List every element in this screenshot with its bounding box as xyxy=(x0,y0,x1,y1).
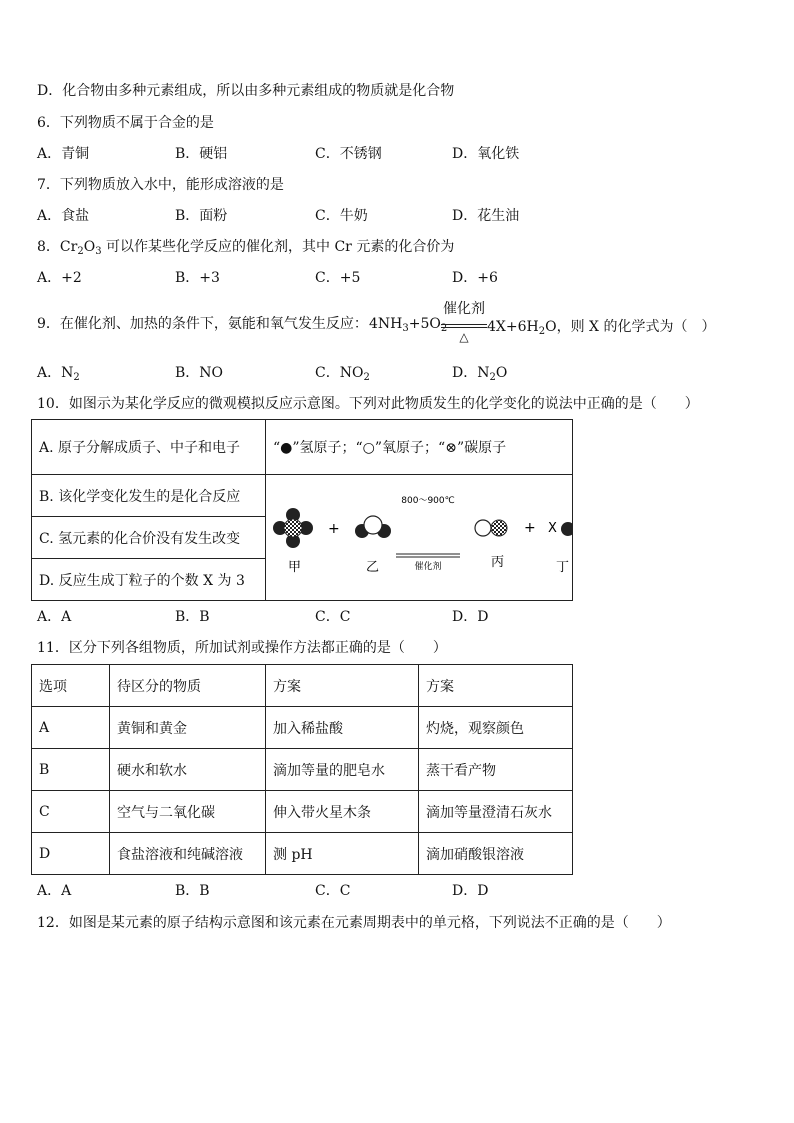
row-c-plan-2: 滴加等量澄清石灰水 xyxy=(419,791,573,833)
q10-row-c: C. 氢元素的化合价没有发生改变 xyxy=(32,517,266,559)
equation-reactants: $4NH_3+5O_2$ xyxy=(369,316,448,334)
q11-answer-a: A．A xyxy=(37,883,72,899)
row-d-plan-2: 滴加硝酸银溶液 xyxy=(419,833,573,875)
row-b-substances: 硬水和软水 xyxy=(110,749,266,791)
row-d-plan-1: 测 pH xyxy=(266,833,419,875)
q9-option-b: B．NO xyxy=(175,365,224,381)
row-c-plan-1: 伸入带火星木条 xyxy=(266,791,419,833)
table-row xyxy=(32,833,573,875)
row-b-plan-1: 滴加等量的肥皂水 xyxy=(266,749,419,791)
q10-row-b: B. 该化学变化发生的是化合反应 xyxy=(32,475,266,517)
carbon-monoxide-molecule xyxy=(475,520,507,536)
q8-option-a: A．+2 xyxy=(37,270,82,286)
q11-answer-d: D．D xyxy=(452,883,489,899)
hydrogen-molecule xyxy=(561,522,572,536)
row-b-plan-2: 蒸干看产物 xyxy=(419,749,573,791)
q6-option-d: D．氧化铁 xyxy=(452,146,520,162)
q11-answer-b: B．B xyxy=(175,883,210,899)
row-c-option: C xyxy=(32,791,110,833)
equals-bar-bottom xyxy=(441,327,487,328)
temperature-condition: 800～900℃ xyxy=(401,496,455,506)
q6-option-b: B．硬铝 xyxy=(175,146,228,162)
q10-table xyxy=(31,419,573,601)
q7-option-d: D．花生油 xyxy=(452,208,520,224)
option-d-compound: D．化合物由多种元素组成，所以由多种元素组成的物质就是化合物 xyxy=(37,83,455,99)
question-12-stem: 12．如图是某元素的原子结构示意图和该元素在元素周期表中的单元格，下列说法不正确的是（ ） xyxy=(37,915,671,931)
q11-answer-c: C．C xyxy=(315,883,351,899)
q8-option-d: D．+6 xyxy=(452,270,498,286)
row-a-plan-1: 加入稀盐酸 xyxy=(266,707,419,749)
q9-option-d: D．$N_2O$ xyxy=(452,365,508,383)
label-ding: 丁 xyxy=(556,560,570,575)
q10-answer-c: C．C xyxy=(315,609,351,625)
label-bing: 丙 xyxy=(491,555,505,570)
row-a-option: A xyxy=(32,707,110,749)
q10-answer-a: A．A xyxy=(37,609,72,625)
header-plan-1: 方案 xyxy=(266,665,419,707)
atom-legend: “●”氢原子；“○”氧原子；“⊗”碳原子 xyxy=(266,420,573,475)
row-c-substances: 空气与二氧化碳 xyxy=(110,791,266,833)
header-substances: 待区分的物质 xyxy=(110,665,266,707)
q7-option-c: C．牛奶 xyxy=(315,208,368,224)
q10-row-a: A. 原子分解成质子、中子和电子 xyxy=(32,420,266,475)
label-jia: 甲 xyxy=(288,560,302,575)
plus-sign-1: + xyxy=(328,521,340,537)
q9-option-c: C．$NO_2$ xyxy=(315,365,370,383)
q8-option-c: C．+5 xyxy=(315,270,361,286)
table-row xyxy=(32,791,573,833)
coefficient-x: X xyxy=(548,521,557,536)
header-option: 选项 xyxy=(32,665,110,707)
label-yi: 乙 xyxy=(366,560,380,575)
question-11-stem: 11．区分下列各组物质，所加试剂或操作方法都正确的是（ ） xyxy=(37,640,447,656)
water-molecule xyxy=(355,516,391,538)
q10-answer-b: B．B xyxy=(175,609,210,625)
reaction-diagram xyxy=(266,475,572,599)
equation-products: $4X+6H_2O$，则 X 的化学式为（ ） xyxy=(487,319,716,337)
q8-option-b: B．+3 xyxy=(175,270,220,286)
row-d-option: D xyxy=(32,833,110,875)
question-6-stem: 6．下列物质不属于合金的是 xyxy=(37,115,214,131)
row-a-substances: 黄铜和黄金 xyxy=(110,707,266,749)
question-10-stem: 10．如图示为某化学反应的微观模拟反应示意图。下列对此物质发生的化学变化的说法中正确的是（ ） xyxy=(37,396,699,412)
q6-option-a: A．青铜 xyxy=(37,146,90,162)
table-row xyxy=(32,749,573,791)
catalyst-condition: 催化剂 xyxy=(443,301,485,317)
heat-condition: △ xyxy=(459,330,469,344)
q7-option-b: B．面粉 xyxy=(175,208,228,224)
catalyst-label: 催化剂 xyxy=(414,562,442,572)
reaction-diagram-cell xyxy=(266,475,573,601)
q7-option-a: A．食盐 xyxy=(37,208,90,224)
q10-answer-d: D．D xyxy=(452,609,489,625)
q11-table xyxy=(31,664,573,875)
q10-row-d: D. 反应生成丁粒子的个数 X 为 3 xyxy=(32,559,266,601)
question-7-stem: 7．下列物质放入水中，能形成溶液的是 xyxy=(37,177,284,193)
row-a-plan-2: 灼烧，观察颜色 xyxy=(419,707,573,749)
equals-bar-top xyxy=(441,324,487,325)
question-8-stem: 8．$Cr_2O_3$ 可以作某些化学反应的催化剂，其中 Cr 元素的化合价为 xyxy=(37,239,455,257)
q11-table-header xyxy=(32,665,573,707)
reaction-equation xyxy=(369,300,716,350)
methane-molecule xyxy=(273,508,313,548)
header-plan-2: 方案 xyxy=(419,665,573,707)
plus-sign-2: + xyxy=(524,520,536,536)
row-b-option: B xyxy=(32,749,110,791)
cr2o3-formula: $Cr_2O_3$ xyxy=(59,239,102,257)
table-row xyxy=(32,707,573,749)
question-9-stem: 9．在催化剂、加热的条件下，氨能和氧气发生反应： xyxy=(37,316,368,332)
q9-option-a: A．$N_2$ xyxy=(37,365,80,383)
row-d-substances: 食盐溶液和纯碱溶液 xyxy=(110,833,266,875)
q6-option-c: C．不锈钢 xyxy=(315,146,382,162)
